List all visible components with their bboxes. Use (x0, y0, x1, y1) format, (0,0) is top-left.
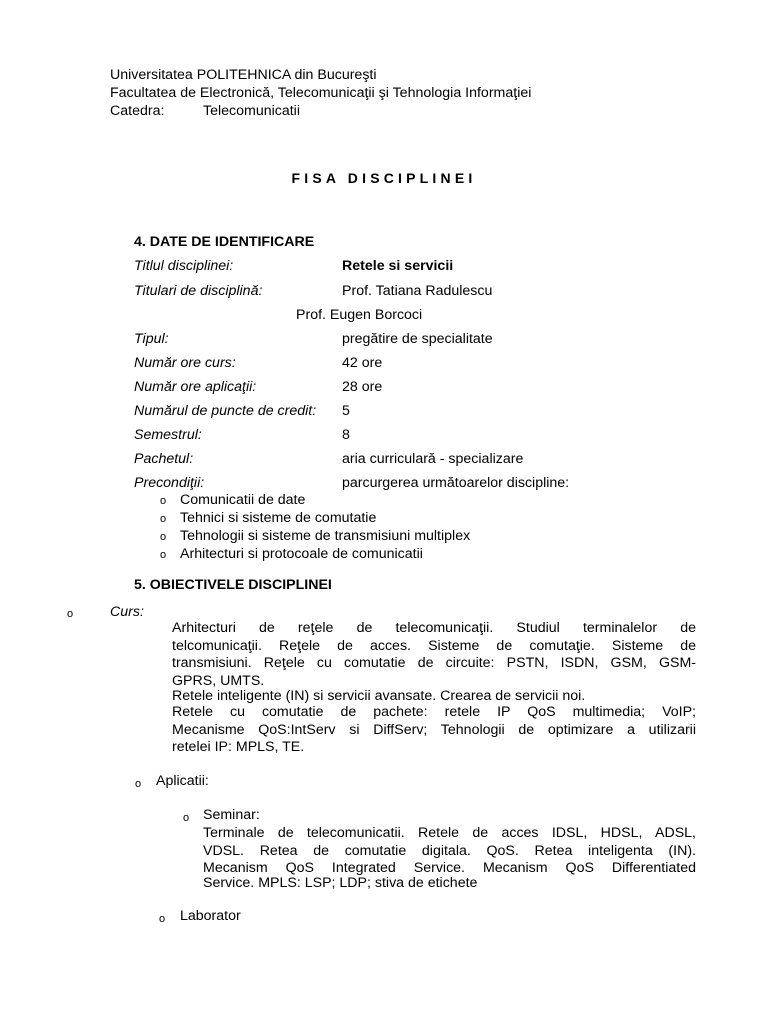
curs-text-line: Arhitecturi de reţele de telecomunicaţii. Studiul terminalelor de (172, 620, 696, 636)
field-value-holder-2: Prof. Eugen Borcoci (296, 307, 423, 323)
laborator-label: Laborator (180, 908, 241, 924)
field-label-app-hours: Număr ore aplicaţii: (134, 379, 257, 395)
seminar-text-line: Mecanism QoS Integrated Service. Mecanism QoS Differentiated (203, 860, 696, 876)
bullet-icon: o (160, 513, 167, 525)
bullet-icon: o (159, 913, 166, 925)
field-label-course-hours: Număr ore curs: (134, 355, 236, 371)
field-label-title: Titlul disciplinei: (134, 258, 234, 274)
prereq-item: Tehnici si sisteme de comutatie (180, 510, 377, 526)
curs-label: Curs: (110, 604, 144, 620)
field-label-holders: Titulari de disciplină: (134, 283, 263, 299)
university-name: Universitatea POLITEHNICA din Bucureşti (110, 67, 377, 83)
field-value-title: Retele si servicii (342, 258, 454, 274)
field-value-semester: 8 (342, 427, 350, 443)
section-5-heading: 5. OBIECTIVELE DISCIPLINEI (134, 577, 332, 593)
field-label-prerequisites: Precondiţii: (134, 475, 205, 491)
seminar-label: Seminar: (203, 807, 260, 823)
faculty-name: Facultatea de Electronică, Telecomunicaţii şi Tehnologia Informaţiei (110, 85, 532, 101)
seminar-text-line: VDSL. Retea de comutatie digitala. QoS. Retea inteligenta (IN). (203, 842, 696, 859)
bullet-icon: o (160, 531, 167, 543)
seminar-text-line: Terminale de telecomunicatii. Retele de acces IDSL, HDSL, ADSL, (203, 825, 696, 841)
curs-text-line: retelei IP: MPLS, TE. (172, 739, 305, 756)
bullet-icon: o (135, 778, 142, 790)
curs-text-line: transmisiuni. Reţele cu comutatie de circuite: PSTN, ISDN, GSM, GSM- (172, 655, 696, 672)
field-value-holder-1: Prof. Tatiana Radulescu (342, 283, 493, 299)
document-title: FISA DISCIPLINEI (291, 170, 477, 186)
bullet-icon: o (67, 608, 74, 620)
curs-text-line: telcomunicaţii. Reţele de acces. Sisteme de comutaţie. Sisteme de (172, 637, 696, 654)
field-label-type: Tipul: (134, 331, 169, 347)
bullet-icon: o (160, 495, 167, 507)
curs-text-line: Mecanisme QoS:IntServ si DiffServ; Tehnologii de optimizare a utilizarii (172, 721, 696, 738)
curs-text-line: Retele cu comutatie de pachete: retele IP QoS multimedia; VoIP; (172, 704, 696, 720)
department-value: Telecomunicatii (203, 103, 300, 119)
field-value-app-hours: 28 ore (342, 379, 383, 395)
field-label-credits: Numărul de puncte de credit: (134, 403, 317, 419)
field-value-package: aria curriculară - specializare (342, 451, 524, 467)
bullet-icon: o (183, 812, 190, 824)
aplicatii-label: Aplicatii: (156, 773, 209, 789)
curs-text-line: GPRS, UMTS. (172, 672, 265, 689)
department-label: Catedra: (110, 103, 165, 119)
curs-text-line: Retele inteligente (IN) si servicii avansate. Crearea de servicii noi. (172, 688, 586, 704)
prereq-item: Comunicatii de date (180, 492, 306, 508)
seminar-text-line: Service. MPLS: LSP; LDP; stiva de etichete (203, 875, 478, 891)
section-4-heading: 4. DATE DE IDENTIFICARE (134, 234, 315, 250)
field-value-type: pregătire de specialitate (342, 331, 493, 347)
prereq-item: Tehnologii si sisteme de transmisiuni multiplex (180, 528, 471, 544)
prereq-item: Arhitecturi si protocoale de comunicatii (180, 546, 423, 562)
field-value-course-hours: 42 ore (342, 355, 383, 371)
field-value-prerequisites: parcurgerea următoarelor discipline: (342, 475, 570, 491)
bullet-icon: o (160, 549, 167, 561)
field-label-semester: Semestrul: (134, 427, 202, 443)
field-label-package: Pachetul: (134, 451, 194, 467)
field-value-credits: 5 (342, 403, 350, 419)
